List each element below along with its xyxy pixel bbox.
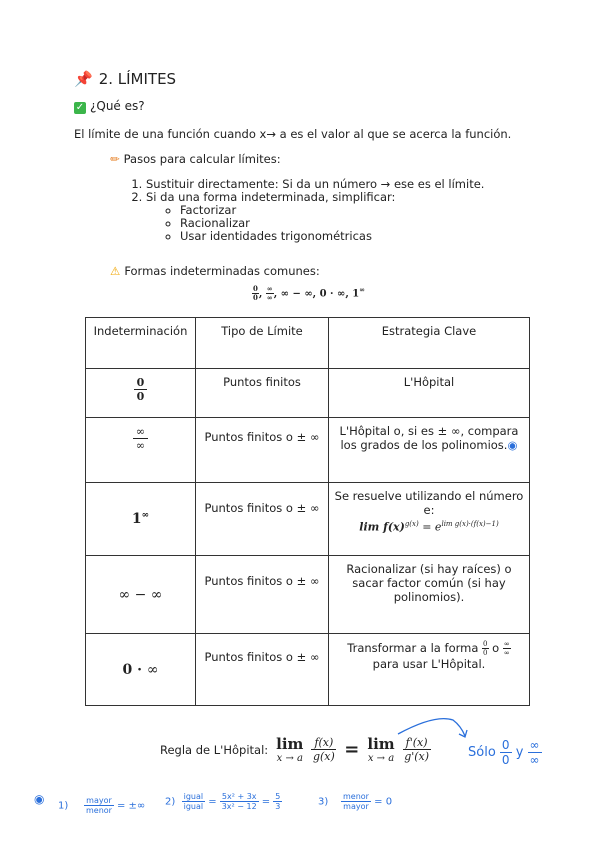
table-row: 1∞ Puntos finitos o ± ∞ Se resuelve utilizando el número e: $\lim f(x)^{g(x)} = e^{lim g(x)\cdot(f(x)-1)}$: [86, 483, 530, 556]
handwritten-example-2: 2) igual igual = $\frac{\text{5x² + 3x}}{\text{3x² − 12}}$ = $\frac{5}{3}$: [165, 792, 281, 811]
handwritten-note: Sólo $\frac{0}{0}$ y ∞ ∞: [468, 738, 540, 767]
warning-icon: ⚠: [110, 264, 121, 278]
handwritten-example-1: 1) mayor menor = ±∞: [58, 796, 146, 815]
pencil-icon: ✏: [110, 152, 120, 166]
column-header: Estrategia Clave: [329, 318, 530, 369]
table-row: $\frac{0}{0}$ Puntos finitos L'Hôpital: [86, 369, 530, 418]
checkmark-icon: ✓: [75, 102, 85, 113]
lhopital-rule: Regla de L'Hôpital: lim x → a $\frac{f(x)}{g(x)}$ = lim x → a f'(x) g'(x): [160, 735, 430, 764]
column-header: Tipo de Límite: [196, 318, 329, 369]
comment-icon[interactable]: ◉: [507, 438, 518, 452]
list-item: 2. Si da una forma indeterminada, simplificar: ◦ Factorizar ◦ Racionalizar ◦ Usar identidades trigonométricas: [146, 191, 484, 243]
pin-icon: 📌: [74, 70, 93, 88]
forms-heading: ⚠ Formas indeterminadas comunes:: [110, 264, 320, 278]
table-row: ∞ − ∞ Puntos finitos o ± ∞ Racionalizar (si hay raíces) o sacar factor común (si hay polinomios).: [86, 556, 530, 634]
list-item: 1. Sustituir directamente: Si da un número → ese es el límite.: [146, 178, 484, 191]
steps-list: [126, 178, 484, 243]
comment-marker-icon[interactable]: ◉: [34, 792, 45, 806]
table-row: 0 · ∞ Puntos finitos o ± ∞ Transformar a la forma $\frac{0}{0}$ o ∞ ∞ para usar L'Hôpital.: [86, 634, 530, 706]
page-title: 📌 2. LÍMITES: [74, 70, 177, 88]
list-item: ◦ Racionalizar: [180, 217, 484, 230]
column-header: Indeterminación: [86, 318, 196, 369]
steps-heading: ✏ Pasos para calcular límites:: [110, 152, 281, 166]
handwritten-arrow: [395, 712, 470, 742]
forms-formula: $\frac{0}{0}$ , ∞ ∞ , ∞ − ∞, 0 · ∞, 1∞: [253, 284, 366, 303]
limits-table: [85, 317, 530, 706]
handwritten-example-3: 3) menor mayor = 0: [318, 792, 393, 811]
list-item: ◦ Factorizar: [180, 204, 484, 217]
question-heading: ✓ ¿Qué es?: [75, 99, 145, 113]
definition-text: El límite de una función cuando x→ a es el valor al que se acerca la función.: [74, 127, 512, 141]
table-row: ∞ ∞ Puntos finitos o ± ∞ L'Hôpital o, si es ± ∞, compara los grados de los polinomios.◉: [86, 418, 530, 483]
list-item: ◦ Usar identidades trigonométricas: [180, 230, 484, 243]
